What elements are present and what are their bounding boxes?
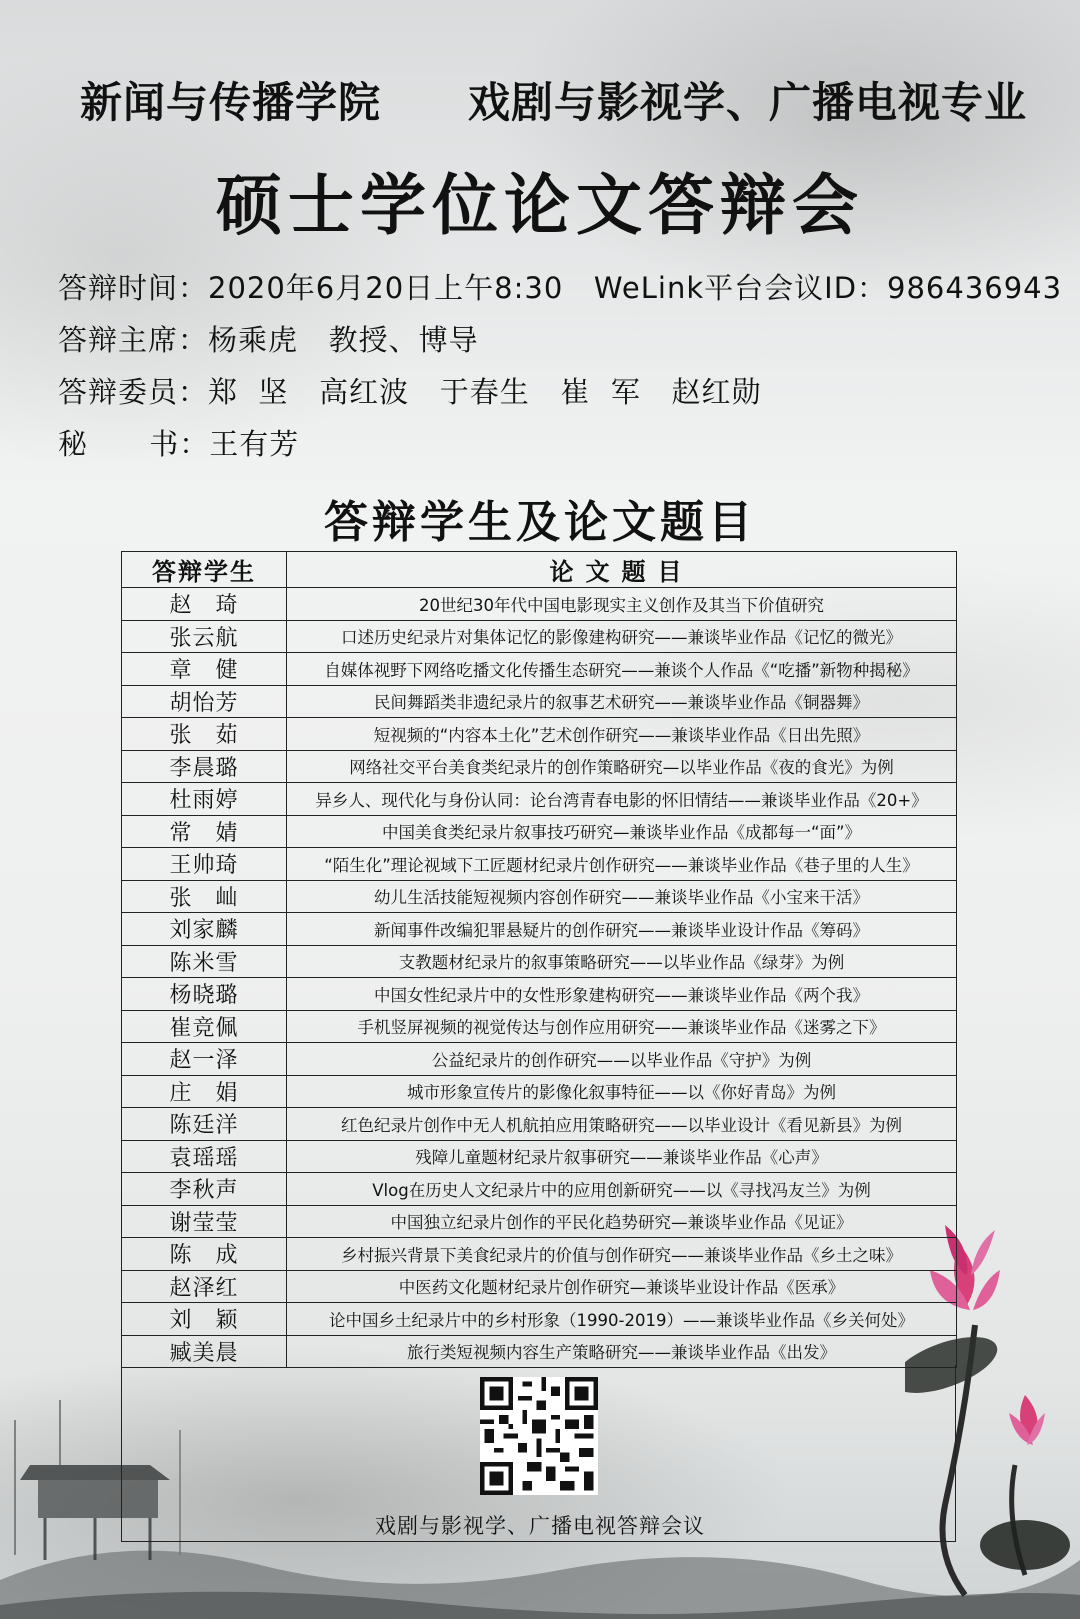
thesis-title: 手机竖屏视频的视觉传达与创作应用研究——兼谈毕业作品《迷雾之下》 [287,1010,957,1043]
student-name: 王帅琦 [122,848,287,881]
table-row [122,1140,957,1173]
thesis-title: 20世纪30年代中国电影现实主义创作及其当下价值研究 [287,588,957,621]
thesis-title: 公益纪录片的创作研究——以毕业作品《守护》为例 [287,1043,957,1076]
table-row [122,848,957,881]
table-row [122,913,957,946]
student-name: 章 健 [122,653,287,686]
table-row [122,685,957,718]
thesis-table [121,551,957,1368]
student-name: 陈 成 [122,1238,287,1271]
table-row [122,1270,957,1303]
thesis-title: Vlog在历史人文纪录片中的应用创新研究——以《寻找冯友兰》为例 [287,1173,957,1206]
table-row [122,750,957,783]
student-name: 胡怡芳 [122,685,287,718]
thesis-title: 论中国乡土纪录片中的乡村形象（1990-2019）——兼谈毕业作品《乡关何处》 [287,1303,957,1336]
defense-members-line: 答辩委员：郑 坚 高红波 于春生 崔 军 赵红勋 [58,375,762,409]
table-row [122,1238,957,1271]
student-name: 刘家麟 [122,913,287,946]
table-row [122,588,957,621]
thesis-title: “陌生化”理论视域下工匠题材纪录片创作研究——兼谈毕业作品《巷子里的人生》 [287,848,957,881]
table-row [122,978,957,1011]
student-name: 杜雨婷 [122,783,287,816]
thesis-table-container [121,551,956,1366]
student-name: 庄 娟 [122,1075,287,1108]
student-name: 李秋声 [122,1173,287,1206]
table-header-row [122,552,957,588]
table-row [122,1335,957,1368]
student-name: 袁瑶瑶 [122,1140,287,1173]
thesis-title: 新闻事件改编犯罪悬疑片的创作研究——兼谈毕业设计作品《筹码》 [287,913,957,946]
student-name: 杨晓璐 [122,978,287,1011]
table-row [122,1043,957,1076]
qr-code-icon[interactable] [480,1377,598,1495]
page-title: 硕士学位论文答辩会 [216,167,864,244]
student-name: 张云航 [122,620,287,653]
table-row [122,815,957,848]
thesis-title: 中国美食类纪录片叙事技巧研究—兼谈毕业作品《成都每一“面”》 [287,815,957,848]
school-name: 新闻与传播学院 [80,78,382,127]
defense-chair-line: 答辩主席：杨乘虎 教授、博导 [58,323,479,357]
thesis-title: 网络社交平台美食类纪录片的创作策略研究—以毕业作品《夜的食光》为例 [287,750,957,783]
thesis-title: 口述历史纪录片对集体记忆的影像建构研究——兼谈毕业作品《记忆的微光》 [287,620,957,653]
majors-name: 戏剧与影视学、广播电视专业 [468,78,1028,127]
table-row [122,1075,957,1108]
student-name: 赵泽红 [122,1270,287,1303]
qr-caption: 戏剧与影视学、广播电视答辩会议 [375,1514,705,1538]
defense-time-line: 答辩时间：2020年6月20日上午8:30 WeLink平台会议ID：986436943 [58,271,1063,305]
table-row [122,880,957,913]
student-name: 陈米雪 [122,945,287,978]
thesis-title: 自媒体视野下网络吃播文化传播生态研究——兼谈个人作品《“吃播”新物种揭秘》 [287,653,957,686]
student-name: 赵一泽 [122,1043,287,1076]
table-row [122,1108,957,1141]
table-row [122,1010,957,1043]
thesis-title: 异乡人、现代化与身份认同：论台湾青春电影的怀旧情结——兼谈毕业作品《20+》 [287,783,957,816]
thesis-title: 中国独立纪录片创作的平民化趋势研究—兼谈毕业作品《见证》 [287,1205,957,1238]
thesis-title: 民间舞蹈类非遗纪录片的叙事艺术研究——兼谈毕业作品《铜器舞》 [287,685,957,718]
table-row [122,653,957,686]
thesis-title: 中医药文化题材纪录片创作研究—兼谈毕业设计作品《医承》 [287,1270,957,1303]
table-row [122,718,957,751]
table-row [122,783,957,816]
student-name: 谢莹莹 [122,1205,287,1238]
thesis-title: 中国女性纪录片中的女性形象建构研究——兼谈毕业作品《两个我》 [287,978,957,1011]
thesis-title: 乡村振兴背景下美食纪录片的价值与创作研究——兼谈毕业作品《乡土之味》 [287,1238,957,1271]
student-name: 臧美晨 [122,1335,287,1368]
table-row [122,1205,957,1238]
thesis-title: 红色纪录片创作中无人机航拍应用策略研究——以毕业设计《看见新县》为例 [287,1108,957,1141]
thesis-title: 幼儿生活技能短视频内容创作研究——兼谈毕业作品《小宝来干活》 [287,880,957,913]
student-name: 陈廷洋 [122,1108,287,1141]
thesis-title: 残障儿童题材纪录片叙事研究——兼谈毕业作品《心声》 [287,1140,957,1173]
student-name: 崔竞佩 [122,1010,287,1043]
student-name: 张 屾 [122,880,287,913]
header-student: 答辩学生 [122,552,287,588]
thesis-title: 城市形象宣传片的影像化叙事特征——以《你好青岛》为例 [287,1075,957,1108]
secretary-line: 秘 书：王有芳 [58,427,300,461]
table-row [122,1303,957,1336]
header-thesis: 论文题目 [287,552,957,588]
student-name: 李晨璐 [122,750,287,783]
student-name: 刘 颖 [122,1303,287,1336]
table-row [122,945,957,978]
table-row [122,620,957,653]
table-row [122,1173,957,1206]
thesis-title: 支教题材纪录片的叙事策略研究——以毕业作品《绿芽》为例 [287,945,957,978]
thesis-title: 短视频的“内容本土化”艺术创作研究——兼谈毕业作品《日出先照》 [287,718,957,751]
list-title: 答辩学生及论文题目 [324,497,756,548]
thesis-title: 旅行类短视频内容生产策略研究——兼谈毕业作品《出发》 [287,1335,957,1368]
student-name: 张 茹 [122,718,287,751]
student-name: 赵 琦 [122,588,287,621]
student-name: 常 婧 [122,815,287,848]
